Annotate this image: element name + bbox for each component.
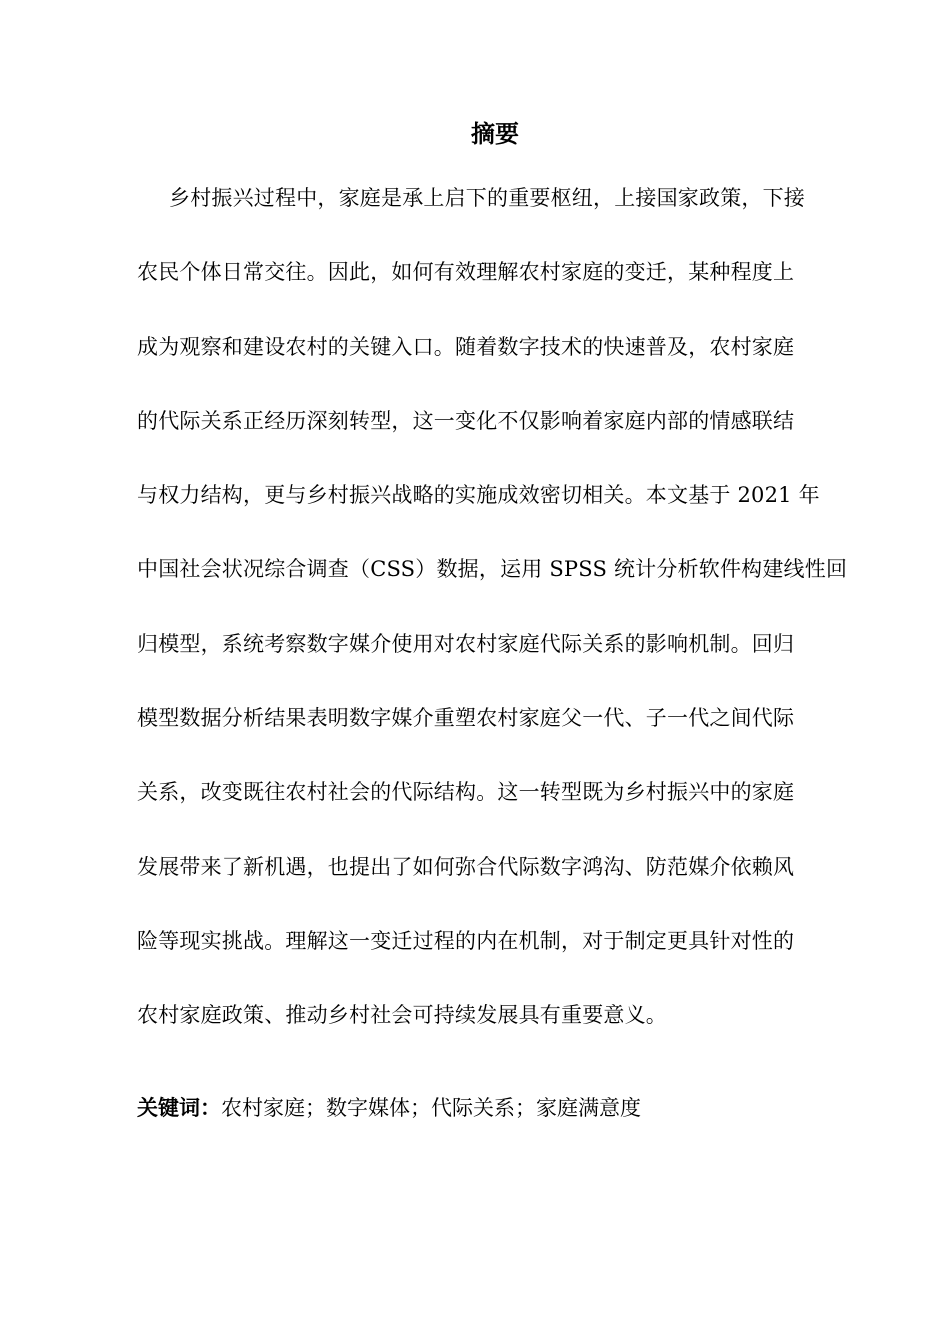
abstract-body: [137, 178, 857, 1070]
abstract-line: 中国社会状况综合调查（CSS）数据，运用 SPSS 统计分析软件构建线性回: [137, 557, 848, 582]
keywords-text: 农村家庭；数字媒体；代际关系；家庭满意度: [221, 1096, 641, 1120]
keywords: [137, 1092, 641, 1124]
page-title: 摘要: [471, 120, 519, 148]
abstract-line: 的代际关系正经历深刻转型，这一变化不仅影响着家庭内部的情感联结: [137, 408, 795, 433]
abstract-line: 农民个体日常交往。因此，如何有效理解农村家庭的变迁，某种程度上: [137, 260, 795, 285]
abstract-line: 发展带来了新机遇，也提出了如何弥合代际数字鸿沟、防范媒介依赖风: [137, 854, 795, 879]
abstract-line: 模型数据分析结果表明数字媒介重塑农村家庭父一代、子一代之间代际: [137, 706, 795, 731]
abstract-line: 乡村振兴过程中，家庭是承上启下的重要枢纽，上接国家政策，下接: [169, 186, 805, 210]
abstract-line: 与权力结构，更与乡村振兴战略的实施成效密切相关。本文基于 2021 年: [137, 483, 820, 508]
abstract-line: 农村家庭政策、推动乡村社会可持续发展具有重要意义。: [137, 1003, 667, 1028]
abstract-line: 险等现实挑战。理解这一变迁过程的内在机制，对于制定更具针对性的: [137, 928, 795, 953]
abstract-line: 成为观察和建设农村的关键入口。随着数字技术的快速普及，农村家庭: [137, 334, 795, 359]
keywords-label: 关键词：: [137, 1096, 221, 1120]
abstract-line: 关系，改变既往农村社会的代际结构。这一转型既为乡村振兴中的家庭: [137, 780, 795, 805]
abstract-line: 归模型，系统考察数字媒介使用对农村家庭代际关系的影响机制。回归: [137, 631, 795, 656]
